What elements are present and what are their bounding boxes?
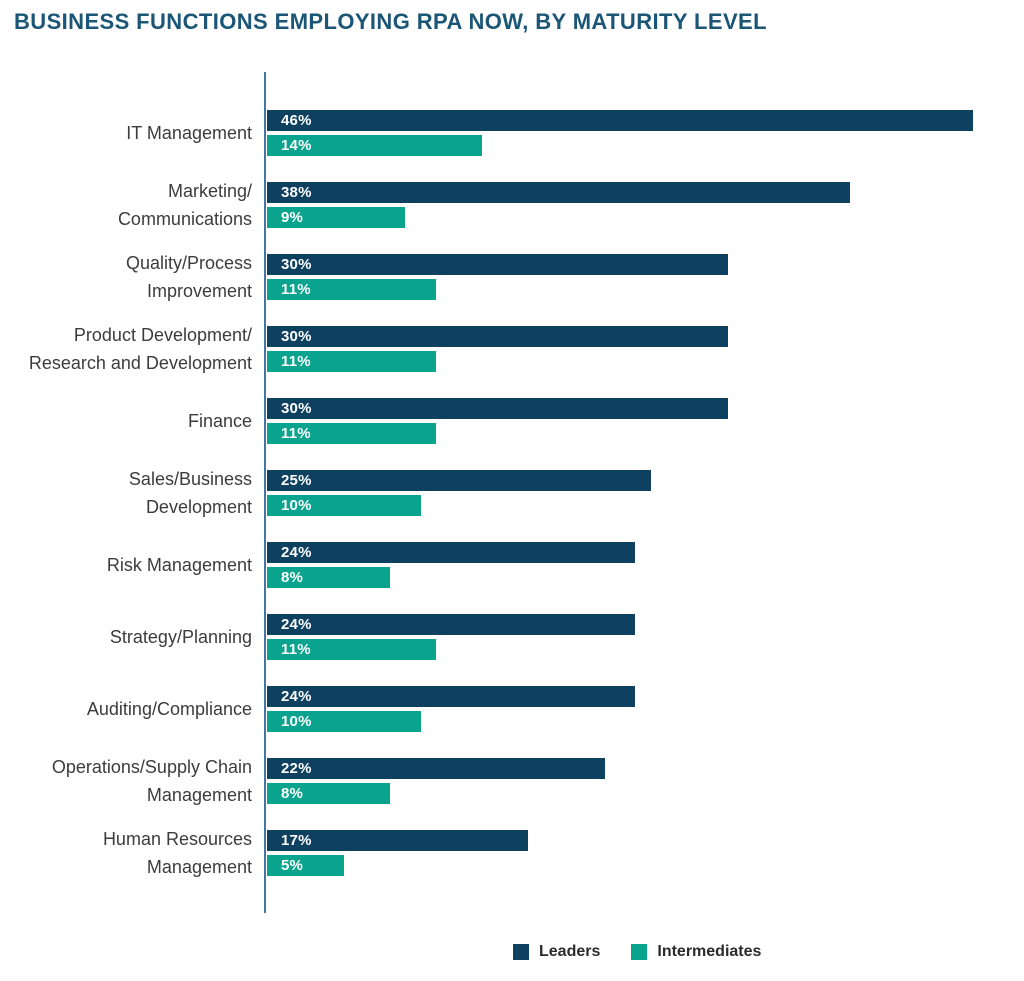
- value-label: 38%: [281, 184, 312, 201]
- value-label: 10%: [281, 713, 312, 730]
- category-label: Auditing/Compliance: [86, 699, 252, 719]
- intermediates-bar: [267, 495, 421, 516]
- value-label: 11%: [281, 425, 311, 442]
- intermediates-bar: [267, 711, 421, 732]
- value-label: 17%: [281, 832, 312, 849]
- intermediates-bar: [267, 639, 436, 660]
- chart-row: [0, 182, 1024, 228]
- intermediates-bar: [267, 351, 436, 372]
- leaders-bar: [267, 398, 728, 419]
- legend-swatch-icon: [513, 944, 529, 960]
- category-label: IT Management: [126, 123, 252, 143]
- chart-row: [0, 830, 1024, 876]
- legend-item-leaders: [513, 943, 600, 961]
- category-label: Quality/Process Improvement: [125, 253, 252, 301]
- legend-label: Leaders: [539, 943, 601, 960]
- chart-title: BUSINESS FUNCTIONS EMPLOYING RPA NOW, BY MATURITY LEVEL: [14, 9, 767, 34]
- value-label: 30%: [281, 400, 312, 417]
- leaders-bar: [267, 614, 635, 635]
- value-label: 11%: [281, 641, 311, 658]
- value-label: 22%: [281, 760, 312, 777]
- value-label: 5%: [281, 857, 304, 874]
- value-label: 11%: [281, 281, 311, 298]
- value-label: 14%: [281, 137, 312, 154]
- intermediates-bar: [267, 135, 482, 156]
- value-label: 11%: [281, 353, 311, 370]
- chart-row: [0, 326, 1024, 372]
- chart-row: [0, 686, 1024, 732]
- leaders-bar: [267, 470, 651, 491]
- value-label: 46%: [281, 112, 312, 129]
- leaders-bar: [267, 830, 528, 851]
- value-label: 10%: [281, 497, 312, 514]
- chart-row: [0, 110, 1024, 156]
- legend: [513, 943, 761, 961]
- leaders-bar: [267, 254, 728, 275]
- category-label: Finance: [187, 411, 252, 431]
- leaders-bar: [267, 542, 635, 563]
- intermediates-bar: [267, 855, 344, 876]
- chart-row: [0, 758, 1024, 804]
- category-label: Operations/Supply Chain Management: [51, 757, 252, 805]
- chart-row: [0, 614, 1024, 660]
- value-label: 25%: [281, 472, 312, 489]
- value-label: 8%: [281, 785, 304, 802]
- value-label: 9%: [281, 209, 304, 226]
- legend-item-intermediates: [631, 943, 761, 961]
- value-label: 24%: [281, 616, 312, 633]
- intermediates-bar: [267, 207, 405, 228]
- chart-row: [0, 254, 1024, 300]
- category-label: Risk Management: [106, 555, 252, 575]
- value-label: 30%: [281, 256, 312, 273]
- category-label: Marketing/ Communications: [117, 181, 252, 229]
- category-label: Product Development/ Research and Development: [28, 325, 252, 373]
- leaders-bar: [267, 110, 973, 131]
- intermediates-bar: [267, 423, 436, 444]
- intermediates-bar: [267, 279, 436, 300]
- chart-row: [0, 542, 1024, 588]
- value-label: 24%: [281, 688, 312, 705]
- leaders-bar: [267, 182, 850, 203]
- leaders-bar: [267, 686, 635, 707]
- chart-row: [0, 398, 1024, 444]
- value-label: 8%: [281, 569, 304, 586]
- category-label: Sales/Business Development: [128, 469, 252, 517]
- leaders-bar: [267, 326, 728, 347]
- category-label: Human Resources Management: [102, 829, 252, 877]
- intermediates-bar: [267, 783, 390, 804]
- chart-row: [0, 470, 1024, 516]
- value-label: 24%: [281, 544, 312, 561]
- category-label: Strategy/Planning: [109, 627, 252, 647]
- intermediates-bar: [267, 567, 390, 588]
- leaders-bar: [267, 758, 605, 779]
- value-label: 30%: [281, 328, 312, 345]
- legend-swatch-icon: [631, 944, 647, 960]
- legend-label: Intermediates: [657, 943, 762, 960]
